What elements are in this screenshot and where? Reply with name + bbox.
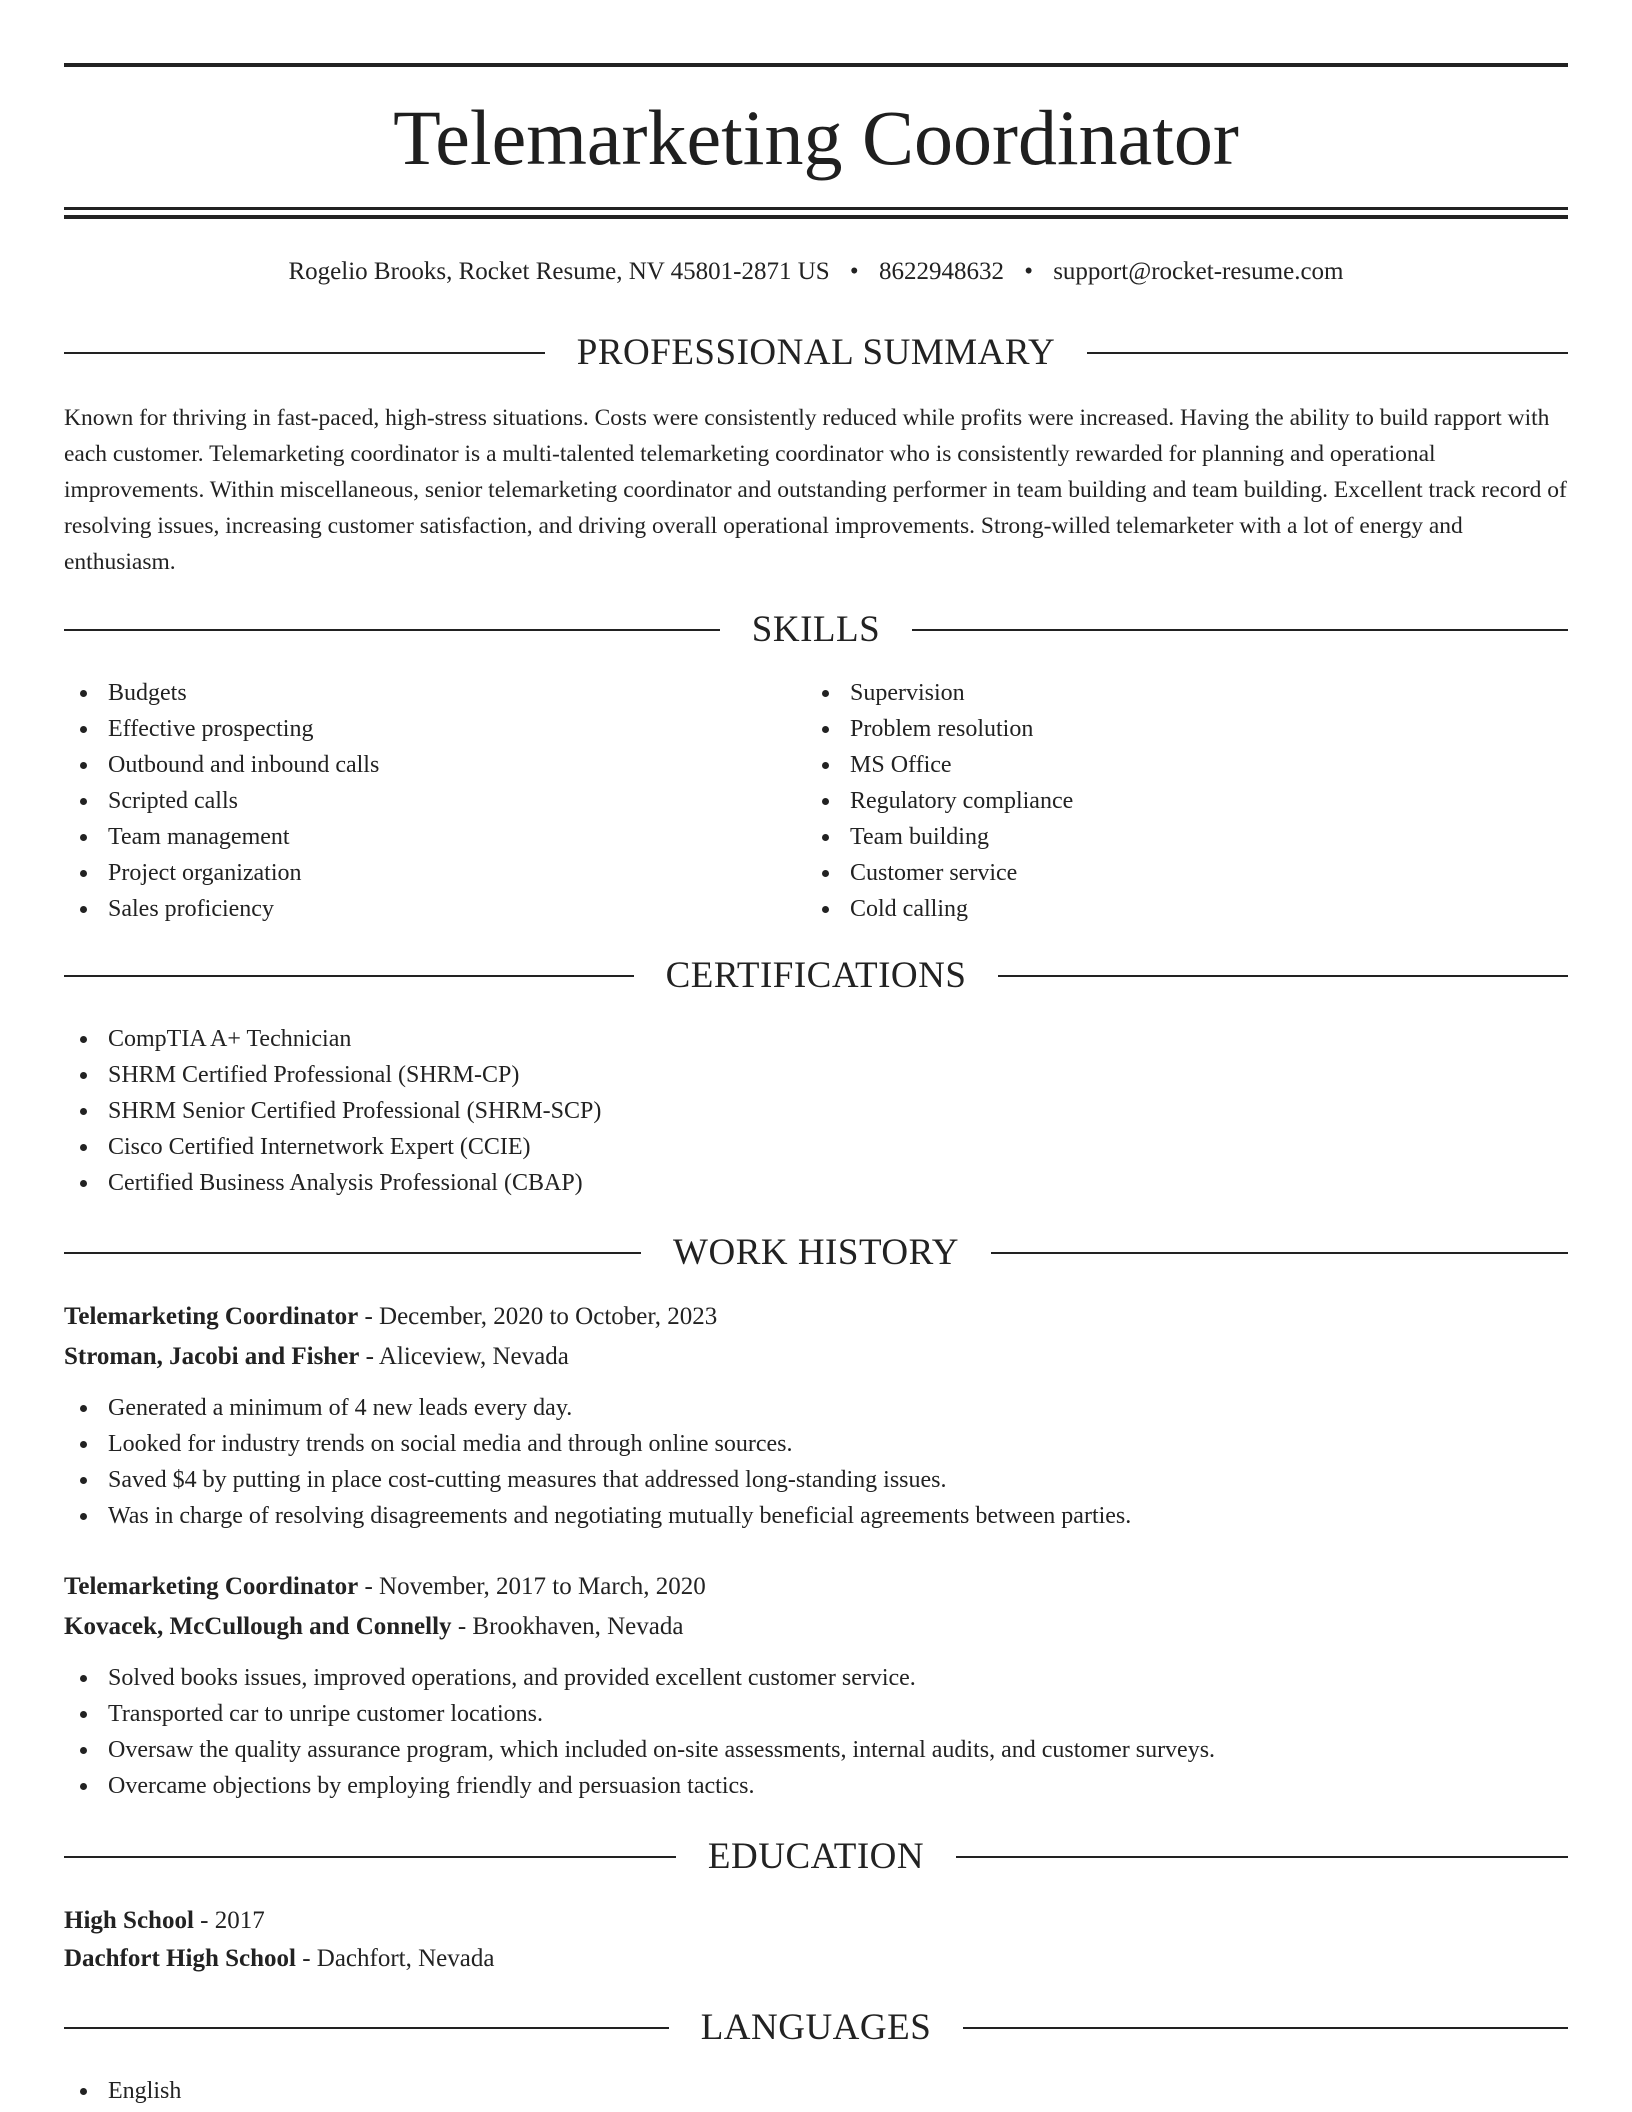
- list-item: Sales proficiency: [64, 891, 764, 927]
- list-item: Cold calling: [806, 891, 1506, 927]
- section-header-work-history: [64, 1229, 1568, 1277]
- skills-list-left: [64, 675, 764, 927]
- list-item: SHRM Certified Professional (SHRM-CP): [64, 1057, 1568, 1093]
- list-item: Transported car to unripe customer locations.: [64, 1696, 1568, 1732]
- job-title: Telemarketing Coordinator: [64, 1303, 359, 1330]
- list-item: Was in charge of resolving disagreements and negotiating mutually beneficial agreements between parties.: [64, 1498, 1568, 1534]
- section-header-summary: [64, 329, 1568, 377]
- title-rule-lower: [64, 215, 1568, 219]
- section-header-education: [64, 1833, 1568, 1881]
- contact-separator: •: [1024, 258, 1033, 285]
- list-item: SHRM Senior Certified Professional (SHRM-SCP): [64, 1093, 1568, 1129]
- list-item: Problem resolution: [806, 711, 1506, 747]
- list-item: MS Office: [806, 747, 1506, 783]
- list-item: Customer service: [806, 855, 1506, 891]
- job-company-line: [64, 1607, 1568, 1647]
- list-item: Looked for industry trends on social media and through online sources.: [64, 1426, 1568, 1462]
- list-item: Budgets: [64, 675, 764, 711]
- contact-separator: •: [849, 258, 859, 285]
- top-rule: [64, 63, 1568, 67]
- job-company: Kovacek, McCullough and Connelly: [64, 1613, 452, 1640]
- skills-list-right: [806, 675, 1506, 927]
- job-title-line: [64, 1297, 1568, 1337]
- list-item: Solved books issues, improved operations, and provided excellent customer service.: [64, 1660, 1568, 1696]
- section-title: LANGUAGES: [700, 2007, 932, 2048]
- section-title: CERTIFICATIONS: [665, 955, 967, 996]
- list-item: Supervision: [806, 675, 1506, 711]
- education-degree-line: [64, 1901, 1568, 1941]
- education-location: - Dachfort, Nevada: [295, 1945, 495, 1972]
- list-item: Certified Business Analysis Professional (CBAP): [64, 1165, 1568, 1201]
- list-item: Effective prospecting: [64, 711, 764, 747]
- job-location: - Brookhaven, Nevada: [451, 1613, 684, 1640]
- list-item: Team building: [806, 819, 1506, 855]
- contact-phone: 8622948632: [878, 258, 1004, 285]
- list-item: Overcame objections by employing friendly and persuasion tactics.: [64, 1768, 1568, 1804]
- section-header-certifications: [64, 952, 1568, 1000]
- list-item: Oversaw the quality assurance program, which included on-site assessments, internal audits, and customer surveys.: [64, 1732, 1568, 1768]
- education-degree: High School: [64, 1907, 194, 1934]
- list-item: Generated a minimum of 4 new leads every day.: [64, 1390, 1568, 1426]
- job-bullets: [64, 1660, 1568, 1804]
- certifications-list: [64, 1021, 1568, 1201]
- section-title: PROFESSIONAL SUMMARY: [576, 332, 1056, 373]
- section-header-languages: [64, 2004, 1568, 2052]
- section-header-skills: [64, 606, 1568, 654]
- list-item: Scripted calls: [64, 783, 764, 819]
- education-year: - 2017: [193, 1907, 265, 1934]
- resume-title: Telemarketing Coordinator: [393, 94, 1239, 181]
- list-item: CompTIA A+ Technician: [64, 1021, 1568, 1057]
- contact-address: Rogelio Brooks, Rocket Resume, NV 45801-2871 US: [288, 258, 830, 285]
- list-item: Team management: [64, 819, 764, 855]
- job-company: Stroman, Jacobi and Fisher: [64, 1343, 360, 1370]
- list-item: Saved $4 by putting in place cost-cutting measures that addressed long-standing issues.: [64, 1462, 1568, 1498]
- section-title: SKILLS: [751, 609, 881, 650]
- job-company-line: [64, 1337, 1568, 1377]
- languages-list: [64, 2073, 1568, 2109]
- list-item: Outbound and inbound calls: [64, 747, 764, 783]
- section-title: WORK HISTORY: [673, 1232, 959, 1273]
- list-item: Regulatory compliance: [806, 783, 1506, 819]
- job-title: Telemarketing Coordinator: [64, 1573, 359, 1600]
- job-dates: - November, 2017 to March, 2020: [358, 1573, 706, 1600]
- title-rule-upper: [64, 207, 1568, 210]
- contact-line: [64, 254, 1568, 290]
- list-item: English: [64, 2073, 1568, 2109]
- list-item: Cisco Certified Internetwork Expert (CCIE): [64, 1129, 1568, 1165]
- education-school: Dachfort High School: [64, 1945, 296, 1972]
- contact-email: support@rocket-resume.com: [1053, 258, 1344, 285]
- section-title: EDUCATION: [707, 1836, 925, 1877]
- summary-text: Known for thriving in fast-paced, high-stress situations. Costs were consistently reduced while profits were increased. Having the ability to build rapport with each customer. Telemarketing coordinator is a multi-talented telemarketing coordinator who is consistently rewarded for planning and operational improvements. Within miscellaneous, senior telemarketing coordinator and outstanding performer in team building and team building. Excellent track record of resolving issues, increasing customer satisfaction, and driving overall operational improvements. Strong-willed telemarketer with a lot of energy and enthusiasm.: [64, 405, 1567, 575]
- job-dates: - December, 2020 to October, 2023: [358, 1303, 718, 1330]
- education-school-line: [64, 1939, 1568, 1979]
- job-location: - Aliceview, Nevada: [359, 1343, 569, 1370]
- list-item: Project organization: [64, 855, 764, 891]
- job-title-line: [64, 1567, 1568, 1607]
- job-bullets: [64, 1390, 1568, 1534]
